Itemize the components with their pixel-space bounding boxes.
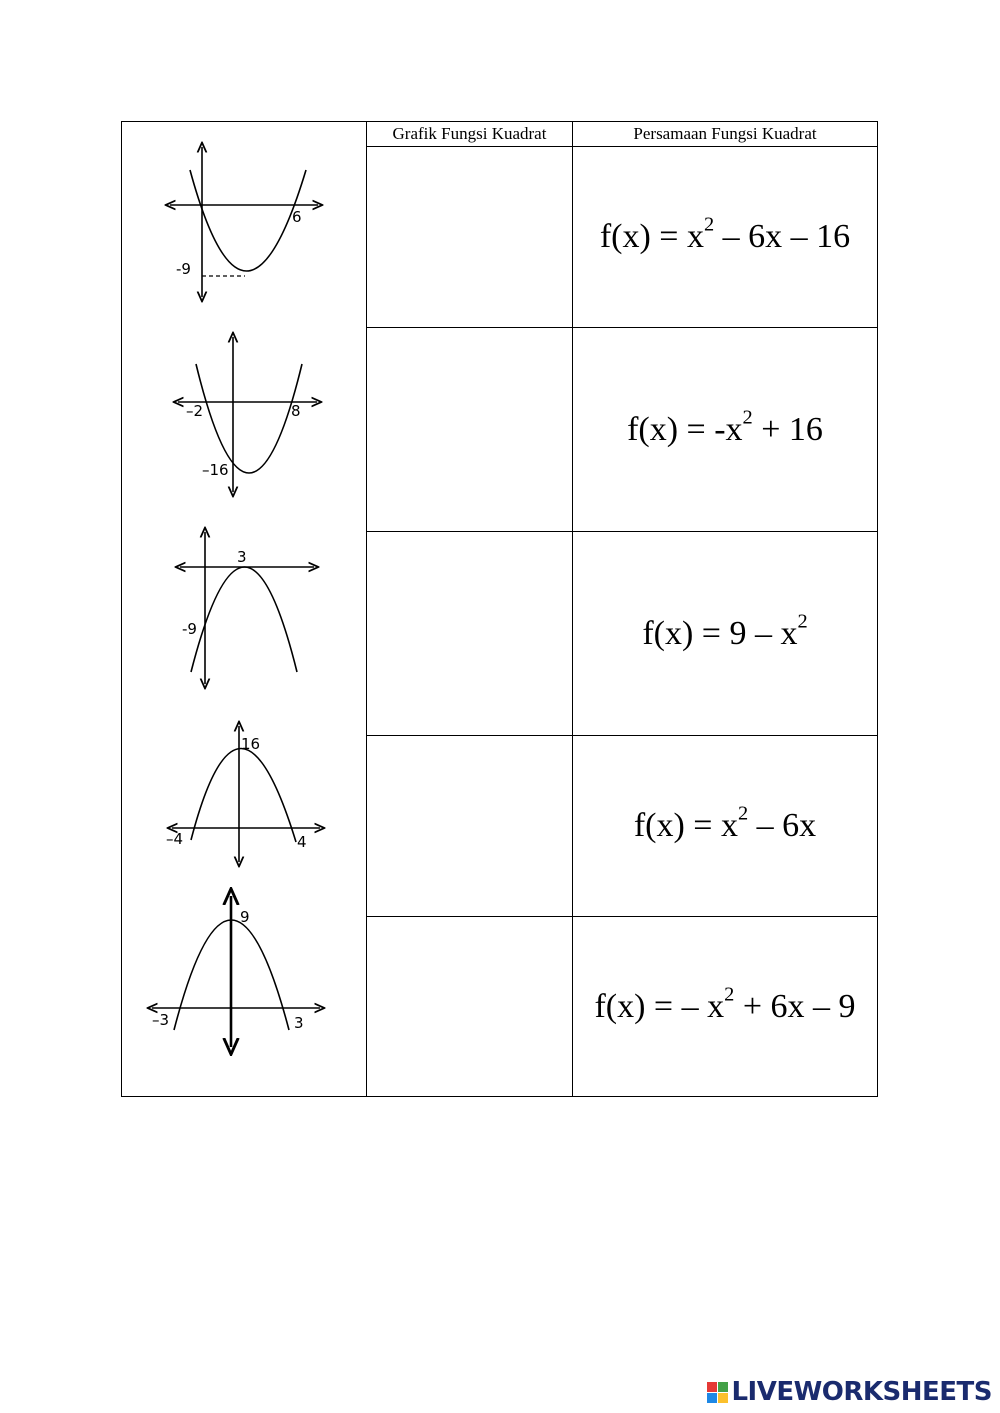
graph-4-label-2: –4 — [166, 830, 184, 848]
logo-text: LIVEWORKSHEETS — [731, 1377, 992, 1407]
answer-cell-1[interactable] — [367, 147, 573, 328]
equation-3: $f(x) = 9 - x^2$ — [573, 532, 878, 736]
worksheet-table — [121, 121, 878, 1097]
answer-cell-2[interactable] — [367, 328, 573, 532]
graphs-panel — [122, 122, 366, 1094]
equation-1: $f(x) = x^2 - 6x - 16$ — [573, 147, 878, 328]
graph-5-label-3: 3 — [294, 1014, 304, 1032]
answer-cell-4[interactable] — [367, 736, 573, 917]
graph-5-label-1: 9 — [240, 908, 250, 926]
liveworksheets-logo[interactable] — [707, 1377, 992, 1407]
graphs-column — [122, 122, 367, 1097]
graph-4-label-1: 16 — [241, 735, 261, 753]
graph-3-label-1: 3 — [237, 548, 247, 566]
table-header-row — [122, 122, 878, 147]
equation-5: f(x) = – $x^2 + 6x - 9$ — [573, 917, 878, 1097]
graph-2-label-1: –2 — [186, 402, 204, 420]
graph-2-label-3: –16 — [202, 461, 229, 479]
answer-cell-5[interactable] — [367, 917, 573, 1097]
header-graph: Grafik Fungsi Kuadrat — [367, 122, 573, 147]
equation-4: $f(x) = x^2 - 6x$ — [573, 736, 878, 917]
graph-3-label-2: -9 — [182, 620, 197, 638]
graph-2-label-2: 8 — [291, 402, 301, 420]
graph-4-label-3: 4 — [297, 833, 307, 851]
graph-1-label-1: 6 — [292, 208, 302, 226]
graph-1-label-2: -9 — [176, 260, 191, 278]
logo-mark-icon — [707, 1382, 728, 1403]
graph-3 — [180, 532, 314, 684]
graph-5-label-2: –3 — [152, 1011, 170, 1029]
graph-1-parabola — [190, 170, 306, 271]
equation-2: $f(x) = -x^2 + 16$ — [573, 328, 878, 532]
header-equation: Persamaan Fungsi Kuadrat — [573, 122, 878, 147]
answer-cell-3[interactable] — [367, 532, 573, 736]
graph-3-parabola — [191, 567, 297, 672]
graph-2-parabola — [196, 364, 302, 473]
